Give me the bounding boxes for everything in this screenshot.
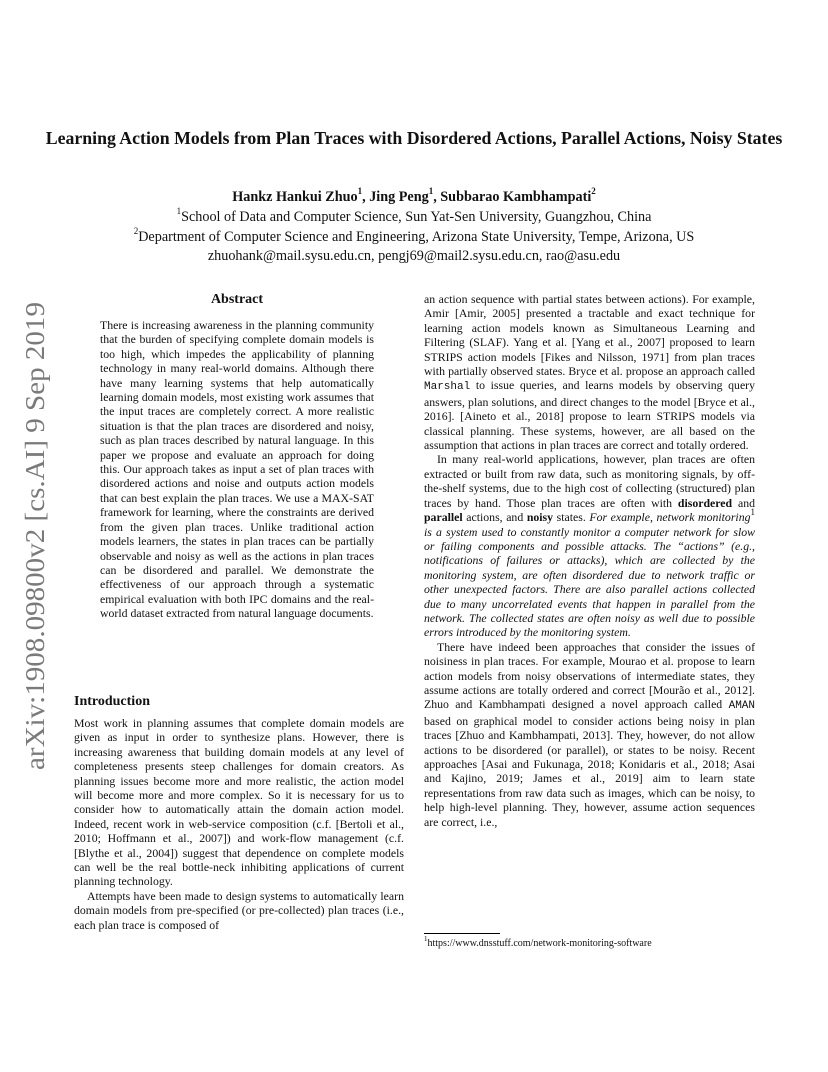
abstract-heading: Abstract	[210, 292, 264, 307]
author-name: Jing Peng	[369, 189, 429, 205]
paragraph: Attempts have been made to design systems to automatically learn domain models from pre-specified (or pre-collected) plan traces (i.e., each plan trace is composed of	[74, 888, 404, 932]
abstract-text: There is increasing awareness in the planning community that the burden of specifying complete domain models is too high, which impedes the applicability of planning technology in many real-world domains. Although there have many learning systems that help automatically learning domain models, most existing work assumes that the input traces are completely correct. A more realistic situation is that the plan traces are disordered and noisy, such as plan traces described by natural language. In this paper we propose and evaluate an approach for doing this. Our approach takes as input a set of plan traces with disordered actions and noise and outputs action models that can best explain the plan traces. We use a MAX-SAT framework for learning, where the constraints are derived from the given plan traces. Unlike traditional action models learners, the states in plan traces can be partially observable and noisy as well as the actions in plan traces can be disordered and parallel. We demonstrate the effectiveness of our approach through a systematic empirical evaluation with both IPC domains and the real-world dataset extracted from natural language documents.	[100, 318, 374, 621]
author-name: Hankz Hankui Zhuo	[232, 189, 358, 205]
author-list: Hankz Hankui Zhuo$^1$, Jing Peng$^1$, Subbarao Kambhampati$^2$	[232, 186, 596, 205]
affiliation-mark: 1	[428, 186, 434, 197]
affiliation-mark: 1	[357, 186, 363, 197]
paragraph: In many real-world applications, however, plan traces are often extracted or built from raw data, such as monitoring signals, by off-the-shelf systems, due to the high cost of collecting (structured) plan traces by hand. Those plan traces are often with disordered and parallel actions, and noisy states. For example, network monitoring$^1$ is a system used to constantly monitor a computer network for slow or failing components and possible attacks. The “actions” (e.g., notifications of failures or attacks), which are collected by the monitoring system, are often disordered due to network traffic or other unexpected factors. There are also parallel actions collected due to many uncorrelated events that happen in parallel from the network. The collected states are often noisy as well due to possible errors introduced by the monitoring system.	[424, 452, 755, 640]
arxiv-sidebar-label	[4, 300, 56, 780]
arxiv-identifier: arXiv:1908.09800v2 [cs.AI] 9 Sep 2019	[20, 335, 50, 770]
author-name: Subbarao Kambhampati	[440, 189, 592, 205]
paragraph: an action sequence with partial states between actions). For example, Amir [Amir, 2005] presented a tractable and exact technique for learning action models known as Simultaneous Learning and Filtering (SLAF). Yang et al. [Yang et al., 2007] proposed to learn STRIPS action models [Fikes and Nilsson, 1971] from plan traces with partially observed states. Bryce et al. propose an approach called Marshal to issue queries, and learns models by observing query answers, plan solutions, and direct changes to the model [Bryce et al., 2016]. [Aineto et al., 2018] propose to learn STRIPS models via classical planning. These systems, however, are all based on the assumption that actions in plan traces are correct and totally ordered.	[424, 292, 756, 453]
paragraph: There have indeed been approaches that consider the issues of noisiness in plan traces. For example, Mourao et al. propose to learn action models from noisy observations of intermediate states, they assume actions are totally ordered and correct [Mourão et al., 2012]. Zhuo and Kambhampati designed a novel approach called AMAN based on graphical model to consider actions being noisy in plan traces [Zhuo and Kambhampati, 2013]. They, however, do not allow actions to be disordered (or parallel), or states to be noisy. Recent approaches [Asai and Fukunaga, 2018; Konidaris et al., 2018; Asai and Kajino, 2019; James et al., 2019] aim to learn state representations from raw data such as images, which can be noisy, to help high-level planning. They, however, assume action sequences are correct, i.e.,	[424, 639, 755, 829]
paragraph: Most work in planning assumes that complete domain models are given as input in order to synthesize plans. However, there is increasing awareness that building domain models at any level of completeness presents steep challenges for domain creators. As planning issues become more and more realistic, the action model will become more and more complex. So it is necessary for us to consider how to automatically attain the domain action model. Indeed, recent work in web-service composition (c.f. [Bertoli et al., 2010; Hoffmann et al., 2007]) and work-flow management (c.f. [Blythe et al., 2004]) suggest that dependence on complete models can well be the real bottle-neck inhibiting applications of current planning technology.	[74, 716, 404, 889]
footnote-mark: 1	[750, 507, 755, 518]
left-column-body	[74, 716, 404, 932]
paper-title: Learning Action Models from Plan Traces with Disordered Actions, Parallel Actions, Noisy States	[45, 128, 783, 148]
introduction-heading: Introduction	[74, 694, 150, 709]
footnote: $^1$https://www.dnsstuff.com/network-monitoring-software	[424, 934, 652, 949]
affiliation-mark: 2	[591, 186, 596, 197]
affiliation-2: $^2$Department of Computer Science and Engineering, Arizona State University, Tempe, Arizona, US	[133, 226, 695, 245]
footnote-url: https://www.dnsstuff.com/network-monitoring-software	[427, 938, 652, 949]
right-column-body	[424, 292, 755, 829]
affiliation-1: $^1$School of Data and Computer Science, Sun Yat-Sen University, Guangzhou, China	[176, 206, 652, 225]
system-name: Marshal	[424, 381, 471, 394]
footnote-rule	[424, 933, 500, 934]
author-emails: zhuohank@mail.sysu.edu.cn, pengj69@mail2.sysu.edu.cn, rao@asu.edu	[207, 248, 621, 264]
system-name: AMAN	[728, 700, 755, 713]
